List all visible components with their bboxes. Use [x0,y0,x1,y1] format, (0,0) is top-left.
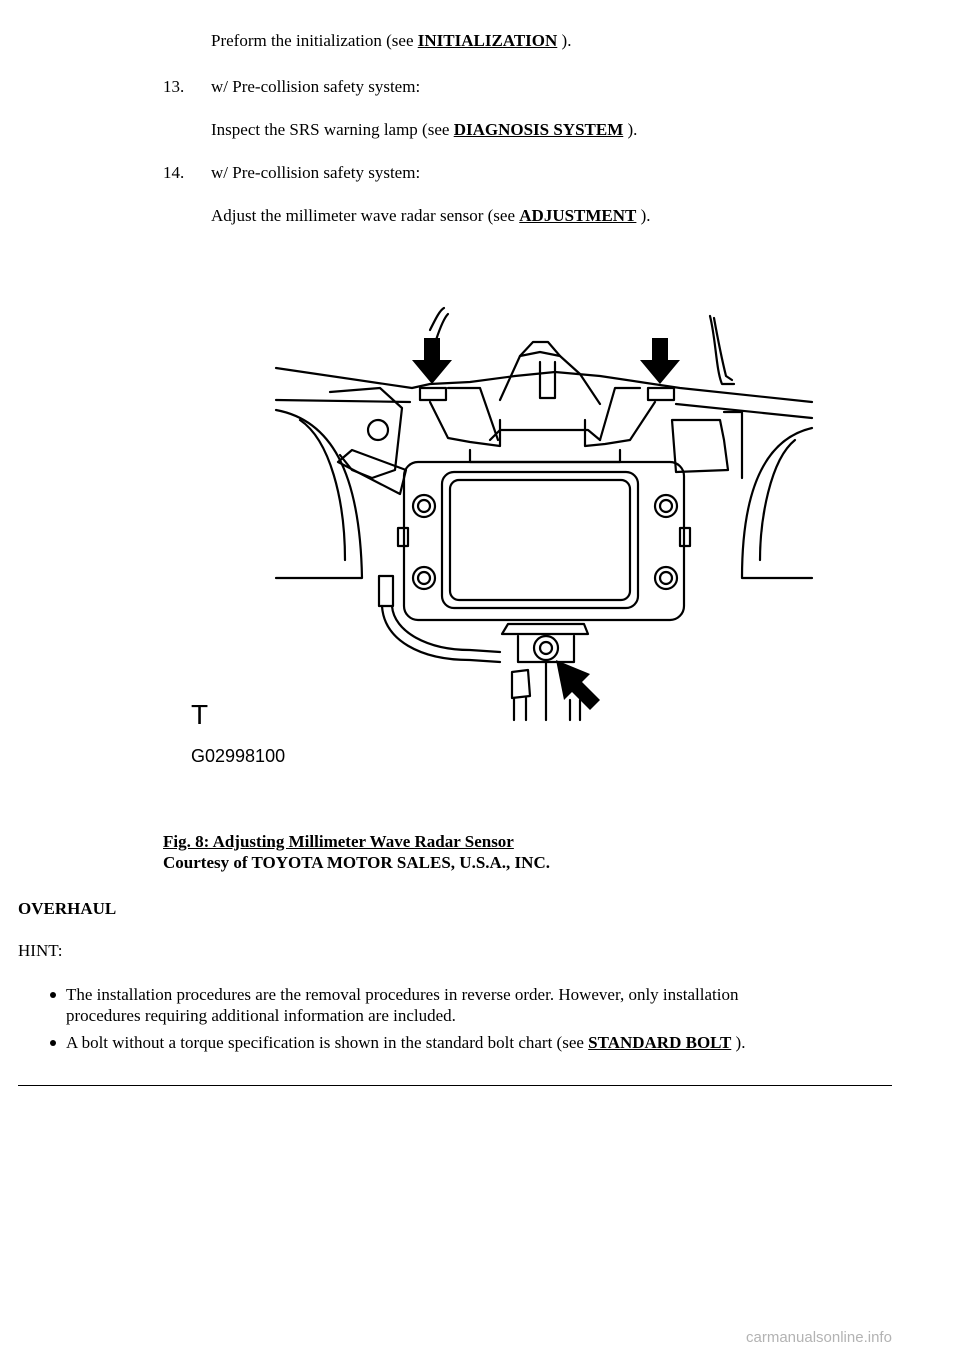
step-14-text: Adjust the millimeter wave radar sensor (see ADJUSTMENT ). [211,206,651,225]
bullet-1-line-1: The installation procedures are the removal procedures in reverse order. However, only installation [66,985,739,1004]
hint-label: HINT: [18,941,63,960]
bullet-dot [50,1040,56,1046]
figure-caption-title: Fig. 8: Adjusting Millimeter Wave Radar Sensor [163,832,514,851]
bullet-2-text: A bolt without a torque specification is shown in the standard bolt chart (see STANDARD BOLT ). [66,1033,746,1052]
bullet-1-line-2: procedures requiring additional information are included. [66,1006,456,1025]
step-14-number: 14. [163,163,185,182]
initialization-link[interactable]: INITIALIZATION [417,31,558,50]
figure-caption-credit: Courtesy of TOYOTA MOTOR SALES, U.S.A., INC. [163,853,550,872]
step-13-number: 13. [163,77,185,96]
standard-bolt-link[interactable]: STANDARD BOLT [588,1033,732,1052]
step-13-text: Inspect the SRS warning lamp (see DIAGNOSIS SYSTEM ). [211,120,638,139]
figure-corner-label: T [191,699,209,730]
bullet-dot [50,992,56,998]
step-14-title: w/ Pre-collision safety system: [211,163,421,182]
adjustment-link[interactable]: ADJUSTMENT [519,206,637,225]
step-13-title: w/ Pre-collision safety system: [211,77,421,96]
step-12-text: Preform the initialization (see INITIALIZATION ). [211,31,572,50]
figure-code: G02998100 [191,746,286,766]
watermark: carmanualsonline.info [746,1329,892,1346]
diagnosis-system-link[interactable]: DIAGNOSIS SYSTEM [453,120,624,139]
overhaul-heading: OVERHAUL [18,899,117,918]
section-divider [18,1085,892,1086]
